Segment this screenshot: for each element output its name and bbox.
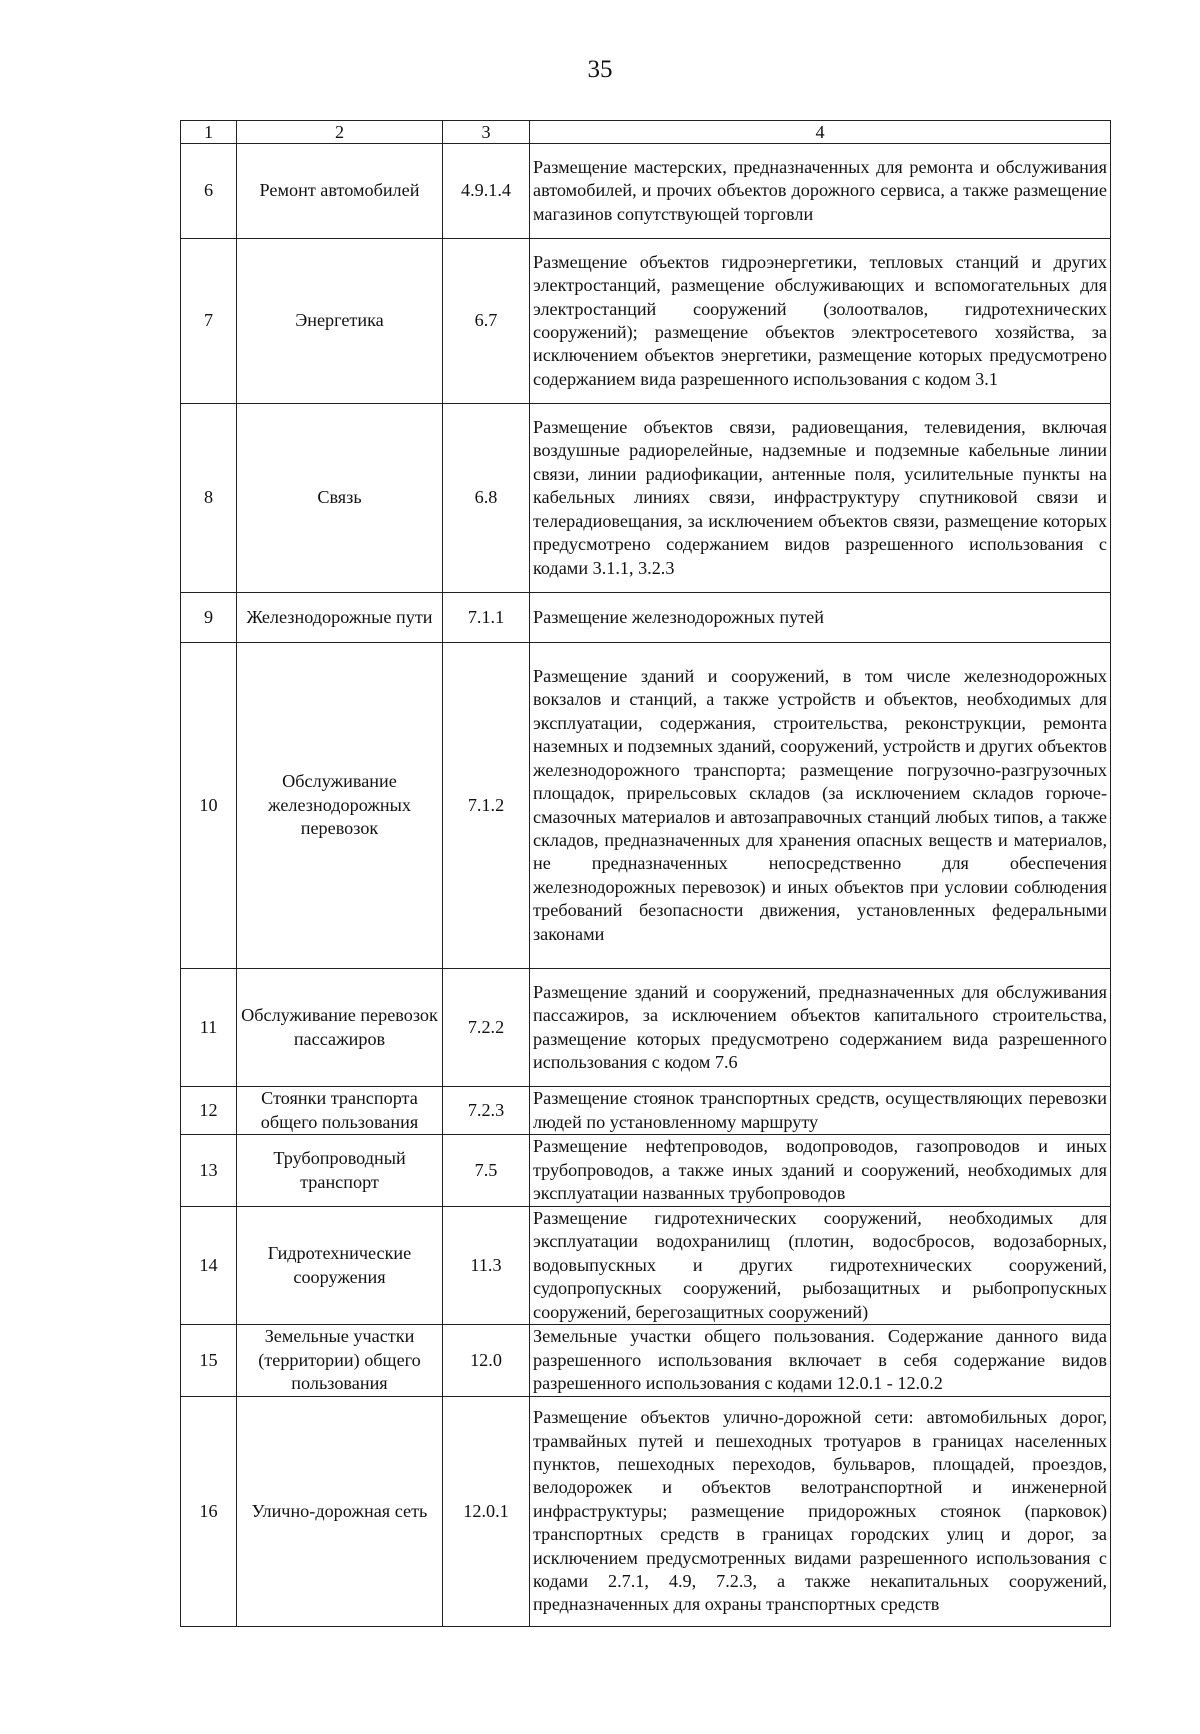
use-type-code: 7.2.3 [443,1087,530,1135]
table-row [181,593,1111,643]
use-type-code: 11.3 [443,1207,530,1325]
table-row [181,1325,1111,1397]
use-type-description: Размещение объектов связи, радиовещания, телевидения, включая воздушные радиорелейные, надземные и подземные кабельные линии связи, линии радиофикации, антенные поля, усилительные пункты на кабельных линиях связи, инфраструктуру спутниковой связи и телерадиовещания, за исключением объектов связи, размещение которых предусмотрено содержанием видов разрешенного использования с кодами 3.1.1, 3.2.3 [530,404,1111,593]
use-type-code: 7.2.2 [443,969,530,1087]
use-type-description: Размещение объектов гидроэнергетики, тепловых станций и других электростанций, размещение обслуживающих и вспомогательных для электростанций сооружений (золоотвалов, гидротехнических сооружений); размещение объектов электросетевого хозяйства, за исключением объектов энергетики, размещение которых предусмотрено содержанием вида разрешенного использования с кодом 3.1 [530,239,1111,404]
row-number: 10 [181,643,237,969]
row-number: 13 [181,1135,237,1207]
row-number: 8 [181,404,237,593]
use-type-name: Энергетика [237,239,443,404]
use-type-code: 12.0.1 [443,1397,530,1627]
use-type-code: 6.8 [443,404,530,593]
table-row [181,239,1111,404]
use-type-name: Ремонт автомобилей [237,144,443,239]
row-number: 12 [181,1087,237,1135]
column-number-1: 1 [181,121,237,144]
row-number: 11 [181,969,237,1087]
use-type-code: 4.9.1.4 [443,144,530,239]
use-type-name: Трубопроводный транспорт [237,1135,443,1207]
use-type-description: Земельные участки общего пользования. Содержание данного вида разрешенного использования включает в себя содержание видов разрешенного использования с кодами 12.0.1 - 12.0.2 [530,1325,1111,1397]
use-type-description: Размещение железнодорожных путей [530,593,1111,643]
use-type-code: 12.0 [443,1325,530,1397]
table-row [181,144,1111,239]
use-type-name: Земельные участки (территории) общего пользования [237,1325,443,1397]
use-type-name: Связь [237,404,443,593]
use-type-description: Размещение зданий и сооружений, в том числе железнодорожных вокзалов и станций, а также устройств и объектов, необходимых для эксплуатации, содержания, строительства, реконструкции, ремонта наземных и подземных зданий, сооружений, устройств и других объектов железнодорожного транспорта; размещение погрузочно-разгрузочных площадок, прирельсовых складов (за исключением складов горюче-смазочных материалов и автозаправочных станций любых типов, а также складов, предназначенных для хранения опасных веществ и материалов, не предназначенных непосредственно для обеспечения железнодорожных перевозок) и иных объектов при условии соблюдения требований безопасности движения, установленных федеральными законами [530,643,1111,969]
table-row [181,1207,1111,1325]
use-type-description: Размещение стоянок транспортных средств, осуществляющих перевозки людей по установленному маршруту [530,1087,1111,1135]
use-type-description: Размещение зданий и сооружений, предназначенных для обслуживания пассажиров, за исключением объектов капитального строительства, размещение которых предусмотрено содержанием вида разрешенного использования с кодом 7.6 [530,969,1111,1087]
table-header-row [181,121,1111,144]
use-type-code: 7.1.2 [443,643,530,969]
use-type-name: Гидротехнические сооружения [237,1207,443,1325]
table-row [181,1135,1111,1207]
use-type-name: Железнодорожные пути [237,593,443,643]
use-type-description: Размещение нефтепроводов, водопроводов, газопроводов и иных трубопроводов, а также иных зданий и сооружений, необходимых для эксплуатации названных трубопроводов [530,1135,1111,1207]
use-type-name: Обслуживание перевозок пассажиров [237,969,443,1087]
row-number: 15 [181,1325,237,1397]
row-number: 9 [181,593,237,643]
use-type-code: 7.5 [443,1135,530,1207]
use-type-code: 7.1.1 [443,593,530,643]
page-number: 35 [587,56,613,83]
use-type-name: Улично-дорожная сеть [237,1397,443,1627]
table-row [181,969,1111,1087]
column-number-4: 4 [530,121,1111,144]
row-number: 7 [181,239,237,404]
use-type-name: Обслуживание железнодорожных перевозок [237,643,443,969]
use-type-description: Размещение мастерских, предназначенных для ремонта и обслуживания автомобилей, и прочих объектов дорожного сервиса, а также размещение магазинов сопутствующей торговли [530,144,1111,239]
column-number-2: 2 [237,121,443,144]
use-type-description: Размещение объектов улично-дорожной сети: автомобильных дорог, трамвайных путей и пешеходных тротуаров в границах населенных пунктов, пешеходных переходов, бульваров, площадей, проездов, велодорожек и объектов велотранспортной и инженерной инфраструктуры; размещение придорожных стоянок (парковок) транспортных средств в границах городских улиц и дорог, за исключением предусмотренных видами разрешенного использования с кодами 2.7.1, 4.9, 7.2.3, а также некапитальных сооружений, предназначенных для охраны транспортных средств [530,1397,1111,1627]
use-type-name: Стоянки транспорта общего пользования [237,1087,443,1135]
table-row [181,404,1111,593]
row-number: 16 [181,1397,237,1627]
land-use-table [180,120,1111,1627]
table-row [181,643,1111,969]
table-row [181,1397,1111,1627]
use-type-code: 6.7 [443,239,530,404]
use-type-description: Размещение гидротехнических сооружений, необходимых для эксплуатации водохранилищ (плотин, водосбросов, водозаборных, водовыпускных и других гидротехнических сооружений, судопропускных сооружений, рыбозащитных и рыбопропускных сооружений, берегозащитных сооружений) [530,1207,1111,1325]
row-number: 14 [181,1207,237,1325]
table-row [181,1087,1111,1135]
row-number: 6 [181,144,237,239]
column-number-3: 3 [443,121,530,144]
